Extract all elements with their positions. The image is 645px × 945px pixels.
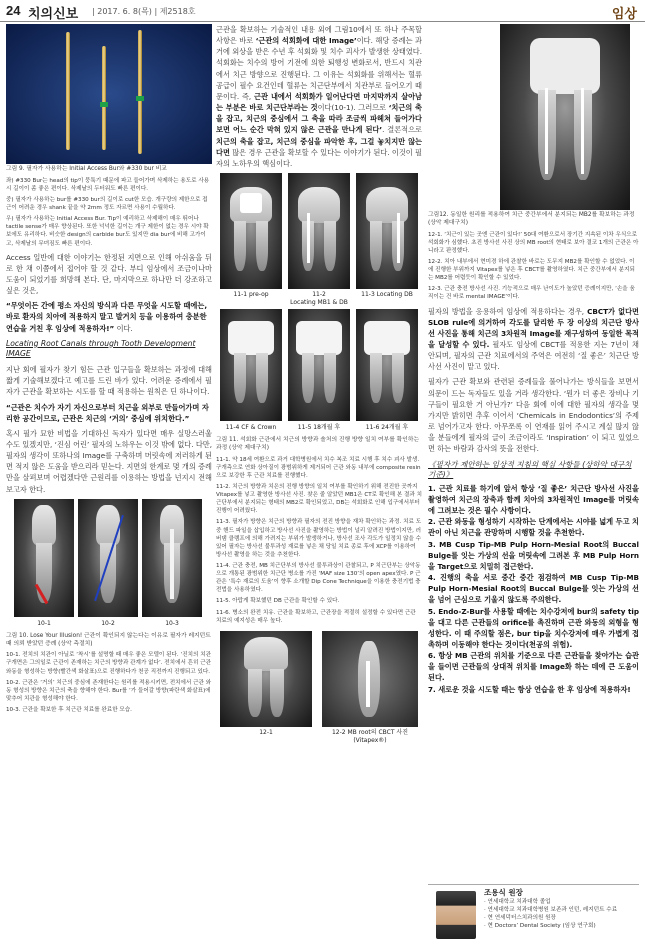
cbct-12-2	[322, 631, 418, 727]
text: 근관을 확보하는 기술적인 내용 외에 그림10에서 또 하나 주목할 사항은 바로	[216, 25, 422, 46]
xray-10-3	[142, 499, 202, 617]
column-3	[428, 24, 639, 695]
figure-10-note-3: 10-3. 근관을 확보한 후 치근관 치료를 완료한 모습.	[6, 707, 132, 714]
section-name: 임상	[611, 7, 637, 22]
emphasis: CBCT가 없다면 SLOB rule에 의거하여 각도를 달리한 두 장 이상의 치근단 방사선 사진을 통해 치근의 3차원적 Image를 재구성하여 동일한 목적을 달성할 수 있다.	[428, 306, 639, 349]
figure-12-note-1: 12-1. ‘치근이 있는 곳엔 근관이 있다!’ 50대 여환으로서 장기간 지속된 이차 우식으로 석회화가 심했다. 초진 방사선 사진 상의 MB root의 현태로 보아 결코 1개의 근관은 아니라고 판정했다.	[428, 231, 639, 254]
figure-12-note-3: 12-3. 근관 충전 방사선 사진. 기능적으로 매우 난이도가 높았던 증례이지만, ‘손을 움직이는 건 바로 mental IMAGE’이다.	[428, 286, 635, 301]
figure-11-caption: 그림 11. 석회화 근관에서 치근의 방향과 솔처의 진행 방향 일치 여부를 확인하는 과정 (상악 제대구치)	[216, 437, 420, 451]
newspaper-name: 치의신보	[28, 7, 79, 22]
figure-label: 12-2 MB root의 CBCT 사진 (Vitapex®)	[331, 728, 408, 745]
xray-11-2	[288, 173, 350, 289]
bur-cut-ring	[100, 102, 108, 107]
figure-10	[6, 499, 212, 631]
emphasis: ‘치근의 축을 잡고, 치근의 중심에서 그 축을 따라 조금씩 파헤쳐 들어가다 보면 어느 순간 막혀 있지 않은 근관을 만나게 된다’	[216, 103, 423, 135]
summary-item: 7. 새로운 것을 시도할 때는 항상 연습을 한 후 임상에 적용하자!	[428, 684, 631, 694]
summary-item: 3. MB Cusp Tip-MB Pulp Horn-Mesial Root의 Buccal Bulge를 잇는 가상의 선을 머릿속에 그려본 후 MB Pulp Horn을 Target으로 치밀히 접근한다.	[428, 539, 639, 571]
figure-label: 10-2	[101, 619, 115, 627]
bur-initial-access-ring	[136, 96, 144, 101]
figure-12-caption: 그림12. 동일한 원리를 적용하여 치근 중간부에서 분지되는 MB2를 확보하는 과정 (상악 제대구치)	[428, 212, 635, 226]
xray-10-2	[78, 499, 138, 617]
xray-11-6	[356, 309, 418, 421]
bur-photo	[6, 24, 212, 164]
figure-9-burs	[6, 24, 212, 164]
xray-12-3	[500, 24, 630, 210]
summary-list	[428, 483, 639, 695]
author-name: 조용식 원장	[484, 888, 523, 897]
figure-11-note-2: 11-2. 치근의 방향과 치은의 진행 방향의 일치 여부를 확인하기 위해 전진한 곳까지 Vitapex를 넣고 촬영한 방사선 사진. 찾은 줄 알았던 MB1은 CT로 확인해 본 결과 치근단부에서 분지되는 형태의 MB2로 확인되었고, DB는 석회화로 인해 입구에서부터 진행이 어려웠다.	[216, 483, 423, 515]
xray-12-1	[220, 631, 312, 727]
emphasis: 근관 내에서 석회화가 일어난다면 마지막까지 살아남는 부분은 바로 치근단부라는 것	[216, 91, 423, 113]
paragraph	[216, 24, 422, 169]
figure-label: 12-1	[259, 728, 273, 736]
cv-line: · 현 Doctors’ Dental Society (임상 연구회)	[484, 923, 596, 930]
page-header	[0, 0, 645, 22]
paragraph	[428, 306, 639, 373]
emphasis: ‘근관의 석회화에 대한 Image’	[255, 36, 357, 46]
figure-9-caption: 그림 9. 필자가 사용하는 Initial Access Bur와 #330 bur 비교	[6, 166, 167, 172]
figure-10-note-2: 10-2. 근관은 ‘거의’ 치근의 중심에 존재한다는 원리를 적용시키면, 전치에서 근관 와동 형성의 방향은 치근의 축을 향해야 한다. Bur를 ‘가 들어갈 방향(파란색 화살표)에 맞추어 치관을 형성해야 한다.	[6, 679, 212, 702]
cv-line: · 연세대학교 치과대학 졸업	[484, 899, 551, 905]
figure-12-3	[428, 24, 639, 210]
subheading: Locating Root Canals through Tooth Development IMAGE	[6, 338, 196, 359]
summary-item: 1. 근관 치료를 하기에 앞서 항상 ‘질 좋은’ 치근단 방사선 사진을 촬영하여 치근의 장축과 함께 치아의 3차원적인 Image를 머릿속에 그려보는 것은 필수 사항이다.	[428, 483, 639, 516]
paragraph: 필자가 근관 확보와 관련된 증례들을 풀어나가는 방식들을 보면서 의문이 드는 독자들도 있을 거라 생각한다. ‘뭔가 더 좋은 장비나 기구들이 필요한 거 아닌가?’ 다음 회에 이에 대한 필자의 생각을 몇 가지만 밝히면 추후 이어서 ‘Chemicals in Endodontics’의 주제로 넘어가고자 한다. 아무쪼록 이 연재를 읽어 주시고 계실 많지 않을 분들에게 필자의 글이 조금이라도 ‘Inspiration’ 이 되고 있었으면 하는 바람과 감사의 뜻을 전한다.	[428, 377, 639, 454]
figure-label: 11-6 24개월 후	[365, 424, 409, 432]
figure-11-note-3: 11-3. 필자가 방향은 치근의 방향과 필자의 전진 방향을 재차 확인하는 과정. 치료 도중 핸드 파일을 삽입하고 방사선 사진을 촬영하는 방법이 널리 알려진 방법이지만, 러버댐 클램프에 의해 가려지는 부위가 발생하거나, 방사선 조사 각도가 일정치 않을 수 있어 필자는 방사선 불투과성 재료를 넣은 채 당일 치료 종료 후에 XCP를 이용하여 방사선 촬영을 하는 것을 추천한다.	[216, 519, 422, 558]
figure-label: 11-2	[312, 291, 326, 299]
figure-label: 10-1	[37, 619, 51, 627]
summary-item: 2. 근관 와동을 형성하기 시작하는 단계에서는 시야를 넓게 두고 치관이 아닌 치근을 관망하며 시행할 것을 추천한다.	[428, 517, 639, 538]
figure-9-note-3: 우) 필자가 사용하는 Initial Access Bur. Tip이 예리하고 삭제해이 매우 뛰어나 tactile sense가 매우 향상된다. 또한 넉넉한 길이는 개구 제한이 없는 경우 시야 확보에도 유리하다. 비슷한 design의 carbide bur도 있지만 dia bur에 비해 고가이고, 삭제날의 무뎌짐도 빠른 편이다.	[6, 216, 209, 247]
figure-10-note-1: 10-1. 전치의 치관이 아닐로 ‘착시’를 설명할 때 매우 좋은 모델이 된다. ‘진치의 치관 구개면은 그의일로 근관이 존재하는 치근의 방향과 관계가 없다’. 전치에서 흔히 근관 와동을 형성하는 방향(빨간색 화살표)으로 진행하다가 천공 직전까지 진행되고 있다.	[6, 652, 212, 675]
summary-title: 《필자가 제안하는 임상적 지침의 핵심 사항들 (상하악 대구치 기준)》	[428, 459, 632, 480]
cv-line: · 현 연세덕터스치과의원 원장	[484, 915, 556, 922]
figure-label: 10-3	[165, 619, 179, 627]
figure-11-note-1: 11-1. 약 18세 여환으로 과거 대학병원에서 치수 복조 치료 시행 후 치수 괴사 발생. 구개측으로 연화 상아질이 광범위하게 제거되어 근관 와동 내부에 composite resin으로 보강한 후 근관 치료를 진행했다.	[216, 456, 421, 479]
column-2	[216, 24, 423, 745]
xray-11-4	[220, 309, 282, 421]
paragraph: 지난 회에 필자가 찾기 힘든 근관 입구들을 확보하는 과정에 대해 짧게 기술해보겠다고 예고를 드린 바가 있다. 어려운 증례에서 필자가 근관을 확보하는 시도를 할 때 적용하는 원칙은 딘 하나이다.	[6, 365, 212, 397]
paragraph: 혹시 필가 묘한 비법을 기대하신 독자가 있다면 매우 실망스러울 수도 있겠지만, ‘진심 어린’ 필자의 노하우는 이것 밖에 없다. 다만, 필자의 생각이 또하나의 Image를 구축하며 머릿속에 저러하게 된면 적지 않은 도움을 받으리라 믿는다. 지면의 한계로 몇 개의 증례만을 살펴보며 어렵겠다만 근원리를 이용하는 방법을 넌지시 전해보고자 한다.	[6, 428, 212, 494]
text: 이다. 해당 증례는 과거에 외상을 받은 수년 후 석회화 및 치수 괴사가 발생한 상태였다. 석회화는 치수의 방어 기전에 의한 퇴행성 변화로서, 반드시 치관에서 치근 방향으로 진행된다. 그 이유는 석회화를 위해서는 혈류 공급이 필수 요건인데 혈류는 치근단부에서 치관부로 들어오기 때문이다. 즉,	[216, 36, 422, 101]
author-cv	[484, 898, 617, 930]
quote-text: “무엇이든 간에 평소 자신의 방식과 다른 무엇을 시도할 때에는, 바로 환자의 치아에 적용하지 말고 발거치 등을 이용하여 충분한 연습을 거친 후 임상에 적용하자!”	[6, 301, 208, 333]
xray-11-1	[220, 173, 282, 289]
text: 이다(10-1). 그러므로	[317, 103, 389, 113]
xray-10-1	[14, 499, 74, 617]
figure-10-caption: 그림 10. Lose Your Illusion! 근관이 확인되지 않는다는 이유로 필자가 레지던트 때 의뢰 받았던 증례 (상악 측절치)	[6, 632, 211, 647]
column-1	[6, 24, 212, 714]
figure-label: 11-1 pre-op	[233, 291, 269, 299]
figure-11-note-4: 11-4. 근관 충전, MB 치근단부의 방사선 불투과상이 관찰되고, P 치근단부는 상악동으로 개통된 광범위한 치근단 병소를 가진 ‘MAF size 130’의 open apex였다. P 근관은 ‘특수 재료의 도움’이 향후 소개할 Dip Cone Technique을 이용한 충전기법 충전법을 사용하였다.	[216, 562, 421, 594]
summary-item: 5. Endo-Z-Bur를 사용할 때에는 치수강저에 bur의 safety tip을 대고 다른 근관들의 orifice를 촉진하며 근관 와동의 외형을 형성한다. 이 때 주의할 점은, bur tip을 치수강저에 매우 가볍게 접촉하며 이동해야 한다는 것이다(천공의 위험).	[428, 606, 639, 649]
figure-11-note-6: 11-6. 병소의 완전 치유. 근관을 확보하고, 근관장을 적절히 설정할 수 있다면 근관 치료의 예지성은 매우 높다.	[216, 609, 416, 624]
page-number: 24	[6, 3, 21, 18]
emphasis: 치근의 축을 잡고, 치근의 중심을 파악한 후, 그걸 놓치지만 않는다면	[216, 136, 422, 157]
figure-9-note-1: 좌) #330 Bur는 head의 tip이 뭉툭기 때문에 파고 들어가며 삭제하는 용도로 사용 시 길이이 좀 좋은 편이다. 삭제날의 두터워도 빠른 편이다.	[6, 177, 210, 192]
figure-12-note-2: 12-2. 치아 내부에서 현미경 하에 관찰한 바로는 도무지 MB2를 확인할 수 없었다. 이에 진행한 부위까지 Vitapex를 넣은 후 CBCT를 촬영하였다. 치근 중간부에서 분지되는 MB2를 어렵듯이 확인할 수 있었다.	[428, 258, 635, 282]
figure-12-left	[216, 631, 422, 745]
bur-cut	[102, 46, 106, 150]
figure-9-note-2: 중) 필자가 사용하는 bur를 #330 bur의 길이로 cut한 모습. 개구량의 제한으로 접근이 어려운 경우 shank 끝을 약 2mm 정도 자르면 사용이 수월하다.	[6, 197, 208, 212]
figure-label: Locating MB1 & DB	[290, 299, 348, 307]
summary-item: 4. 진행의 축을 서로 중간 중간 점검하여 MB Cusp Tip-MB Pulp Horn-Mesial Root의 Buccal Bulge를 잇는 가상의 선을 넘어 근심으로 기울지 않도록 주의한다.	[428, 573, 639, 605]
xray-11-3	[356, 173, 418, 289]
figure-label: 11-3 Locating DB	[361, 291, 413, 299]
quote: “근관은 치수가 자기 자신으로부터 치근을 외부로 만들어가며 자리한 공간이므로, 근관은 치근의 ‘거의’ 중심에 위치한다.”	[6, 402, 209, 423]
text: 필자의 방법을 응용하여 임상에 적용하다는 경우,	[428, 306, 588, 316]
text: 많은 경우 근관을 확보할 수 있다는 이야기가 된다. 이것이 필자의 노하우의 핵심이다.	[216, 147, 422, 168]
quote-tail: 이다.	[114, 323, 133, 333]
quote	[6, 300, 212, 333]
figure-label: 11-5 18개월 후	[297, 424, 341, 432]
bur-330	[66, 32, 70, 150]
author-box	[428, 884, 639, 940]
summary-item: 6. 항상 MB 근관의 위치를 기준으로 다른 근관들을 찾아가는 습관을 들이면 근관들의 상대적 위치를 Image화 하는 데에 큰 도움이 된다.	[428, 651, 639, 683]
figure-label: 11-4 CF & Crown	[225, 424, 277, 432]
figure-11	[216, 173, 422, 435]
xray-11-5	[288, 309, 350, 421]
text: . 결론적으로	[382, 125, 422, 135]
paragraph: Access 일반에 대한 이야기는 한정된 지면으로 인해 아쉬움을 뒤로 한 채 이쯤에서 접어야 할 것 같다. 부디 임상에서 조금이나마 도움이 되었기를 희망해 본다. 단, 마지막으로 하나만 더 강조하고 싶은 것은,	[6, 252, 212, 296]
bur-initial-access	[138, 30, 142, 154]
figure-11-note-5: 11-5. 아랍게 확보했던 DB 근관을 확인할 수 있다.	[216, 598, 340, 605]
issue-info: | 2017. 6. 8(목) | 제2518호	[92, 7, 196, 16]
cv-line: · 연세대학교 치과대학병원 보존과 인턴, 레지던트 수료	[484, 907, 618, 914]
text: 필자도 임상에 CBCT를 적용한 지는 7년이 채 안되며, 필자의 근관 치료에서의 주역은 여전히 ‘질 좋은’ 치근단 방사선 사진이 맡고 있다.	[428, 339, 640, 372]
author-photo	[436, 891, 476, 939]
